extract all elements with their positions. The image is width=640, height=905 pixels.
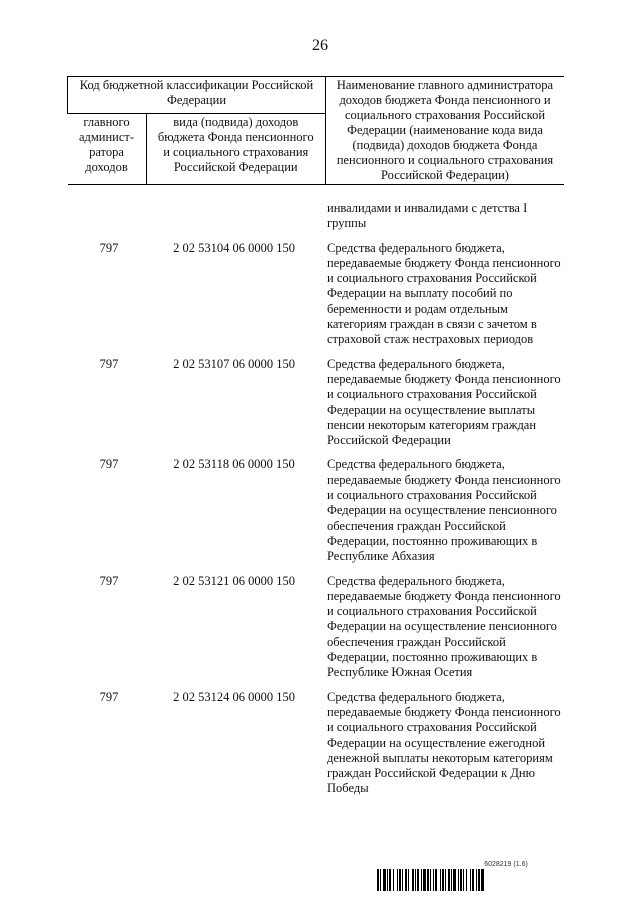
row-income-code: 2 02 53107 06 0000 150 [173,356,295,371]
header-col-code: вида (подвида) доходов бюджета Фонда пенсионного и социального страхования Российской Федерации [146,114,326,185]
row-name: Средства федерального бюджета, передаваемые бюджету Фонда пенсионного и социального страхования Российской Федерации на выплату пособий по беременности и родам отдельным категориям граждан в связи с зачетом в страховой стаж нестраховых периодов [327,240,561,347]
table-row [67,241,564,348]
row-name: Средства федерального бюджета, передаваемые бюджету Фонда пенсионного и социального страхования Российской Федерации на осуществление пенсионного обеспечения граждан Российской Федерации, постоянно проживающих в Республике Южная Осетия [327,573,561,680]
table-header [67,76,564,185]
row-admin-code: 797 [99,356,119,371]
table-row [67,574,564,681]
table-row [67,201,564,232]
serial-number: 6028219 (1.6) [484,861,528,868]
table-body [67,201,564,806]
row-name: Средства федерального бюджета, передаваемые бюджету Фонда пенсионного и социального страхования Российской Федерации на осуществление пенсионного обеспечения граждан Российской Федерации, постоянно проживающих в Республике Абхазия [327,457,561,564]
row-admin-code: 797 [99,240,119,255]
row-income-code: 2 02 53118 06 0000 150 [173,457,295,472]
header-col-admin: главного админист-ратора доходов [68,114,147,185]
row-admin-code: 797 [99,689,119,704]
row-name: Средства федерального бюджета, передаваемые бюджету Фонда пенсионного и социального страхования Российской Федерации на осуществление ежегодной денежной выплаты некоторым категориям граждан Российской Федерации к Дню Победы [327,689,561,796]
row-income-code: 2 02 53121 06 0000 150 [173,573,295,588]
table-row [67,457,564,564]
footer [377,861,575,891]
barcode-icon [377,869,575,891]
table-row [67,357,564,449]
row-name: инвалидами и инвалидами с детства I группы [327,201,528,231]
row-income-code: 2 02 53104 06 0000 150 [173,240,295,255]
header-group-label: Код бюджетной классификации Российской Федерации [68,77,326,114]
row-admin-code: 797 [99,457,119,472]
row-income-code: 2 02 53124 06 0000 150 [173,689,295,704]
table-row [67,690,564,797]
page-number: 26 [312,37,328,54]
header-col-name: Наименование главного администратора доходов бюджета Фонда пенсионного и социального страхования Российской Федерации (наименование кода вида (подвида) доходов бюджета Фонда пенсионного и социального страхования Российской Федерации) [326,77,565,185]
row-name: Средства федерального бюджета, передаваемые бюджету Фонда пенсионного и социального страхования Российской Федерации на осуществление выплаты пенсии некоторым категориям граждан Российской Федерации [327,356,561,448]
row-admin-code: 797 [99,573,119,588]
